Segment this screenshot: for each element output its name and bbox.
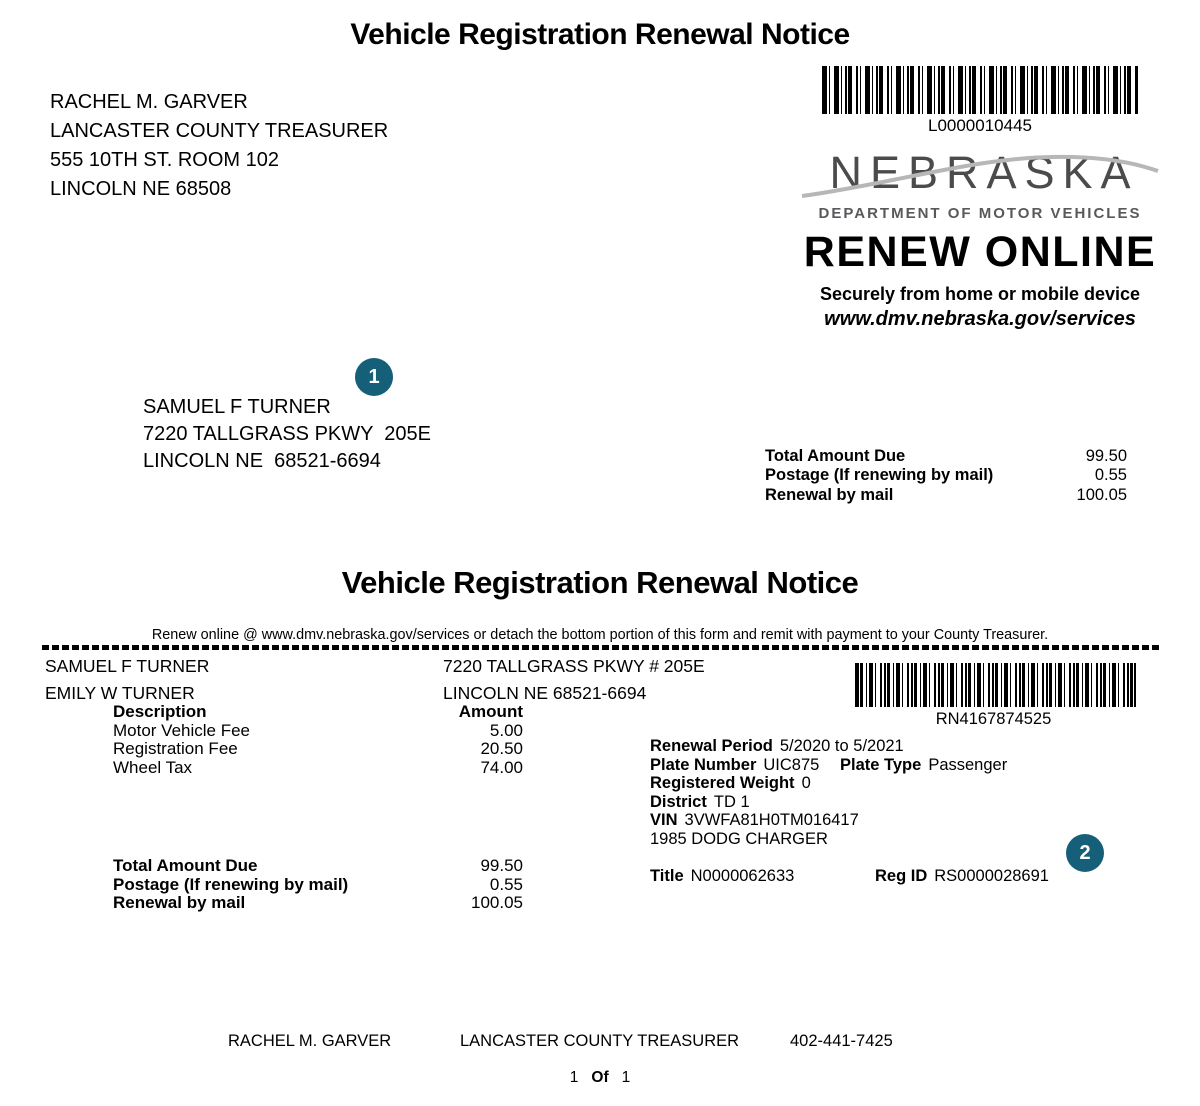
district-value: TD 1	[713, 792, 750, 811]
recipient-street: 7220 TALLGRASS PKWY 205E	[143, 423, 431, 445]
footer-treasurer-office: LANCASTER COUNTY TREASURER	[460, 1032, 740, 1050]
registrant-2: EMILY W TURNER	[45, 683, 195, 703]
treasurer-office: LANCASTER COUNTY TREASURER	[50, 120, 389, 142]
renewal-period-row	[650, 737, 1130, 756]
totals-bottom	[113, 857, 523, 913]
fee-value: 20.50	[480, 739, 523, 759]
total-label: Postage (If renewing by mail)	[113, 874, 349, 894]
total-label: Renewal by mail	[113, 893, 246, 913]
total-label: Total Amount Due	[113, 856, 258, 875]
stub-registrants	[45, 653, 209, 707]
registrant-1: SAMUEL F TURNER	[45, 656, 210, 676]
barcode-value: L0000010445	[927, 116, 1032, 135]
fee-row-registration	[113, 740, 523, 759]
nebraska-wordmark: NEBRASKA	[829, 147, 1139, 198]
summary-value: 0.55	[1094, 466, 1127, 485]
barcode-image	[822, 66, 1138, 114]
detach-instruction: Renew online @ www.dmv.nebraska.gov/services or detach the bottom portion of this form and remit with payment to your County Treasurer.	[151, 626, 1049, 643]
registered-weight-row	[650, 774, 1130, 793]
stub-city: LINCOLN NE 68521-6694	[443, 683, 647, 703]
dmv-panel	[800, 66, 1160, 331]
registered-weight-value: 0	[801, 774, 811, 793]
fee-row-motor-vehicle	[113, 722, 523, 741]
page-indicator	[0, 1069, 1200, 1087]
summary-label: Postage (If renewing by mail)	[765, 466, 994, 485]
dmv-department-line: DEPARTMENT OF MOTOR VEHICLES	[818, 205, 1142, 222]
total-row-renewal-by-mail	[113, 894, 523, 913]
district-row	[650, 793, 1130, 812]
total-value: 100.05	[471, 893, 523, 913]
recipient-address-block	[143, 394, 431, 475]
recipient-city: LINCOLN NE 68521-6694	[143, 450, 381, 472]
plate-row	[650, 756, 1130, 775]
plate-type-pair	[840, 756, 1007, 775]
description-header: Description	[113, 702, 207, 721]
nebraska-logo	[800, 144, 1160, 202]
total-value: 99.50	[480, 856, 523, 875]
vin-value: 3VWFA81H0TM016417	[684, 811, 859, 830]
plate-type-value: Passenger	[928, 755, 1008, 774]
treasurer-street: 555 10TH ST. ROOM 102	[50, 149, 279, 171]
vehicle-description-row	[650, 830, 1130, 849]
treasurer-city: LINCOLN NE 68508	[50, 178, 232, 200]
footer-phone: 402-441-7425	[790, 1032, 893, 1050]
summary-value: 99.50	[1085, 447, 1127, 465]
stub-address	[443, 653, 705, 707]
total-row-postage	[113, 876, 523, 895]
summary-label: Total Amount Due	[765, 447, 906, 465]
fee-label: Motor Vehicle Fee	[113, 720, 251, 740]
fee-table	[113, 703, 523, 777]
detach-dashed-line	[42, 645, 1162, 650]
barcode-value: RN4167874525	[935, 710, 1052, 728]
amount-header: Amount	[458, 702, 523, 721]
reg-id-label: Reg ID	[875, 866, 928, 885]
barcode-image	[855, 663, 1136, 707]
fee-label: Wheel Tax	[113, 757, 193, 777]
reg-id-pair	[875, 867, 1049, 886]
total-value: 0.55	[489, 874, 523, 894]
summary-value: 100.05	[1076, 485, 1127, 504]
summary-label: Renewal by mail	[765, 485, 894, 504]
callout-badge-1: 1	[355, 358, 393, 396]
title-regid-row	[650, 867, 1130, 886]
reg-id-value: RS0000028691	[934, 866, 1049, 885]
page-total: 1	[621, 1069, 631, 1086]
registered-weight-label: Registered Weight	[650, 774, 795, 793]
recipient-name: SAMUEL F TURNER	[143, 396, 331, 418]
fee-value: 74.00	[480, 757, 523, 777]
district-label: District	[650, 792, 707, 811]
fee-value: 5.00	[489, 720, 523, 740]
dmv-services-url: www.dmv.nebraska.gov/services	[824, 308, 1136, 330]
footer-treasurer-name: RACHEL M. GARVER	[228, 1032, 392, 1050]
page-title: Vehicle Registration Renewal Notice	[350, 18, 850, 51]
renewal-period-label: Renewal Period	[650, 737, 773, 755]
amount-summary-top	[765, 447, 1127, 505]
plate-number-value: UIC875	[763, 755, 820, 774]
total-row-due	[113, 857, 523, 876]
stub-street: 7220 TALLGRASS PKWY # 205E	[443, 656, 705, 676]
registration-details	[650, 737, 1130, 885]
summary-row-renewal-by-mail	[765, 486, 1127, 505]
page-of-label: Of	[591, 1069, 609, 1086]
vin-label: VIN	[650, 811, 678, 830]
treasurer-address-block	[50, 88, 388, 204]
renewal-period-value: 5/2020 to 5/2021	[779, 737, 904, 755]
stub-title: Vehicle Registration Renewal Notice	[341, 565, 859, 600]
fee-table-header	[113, 703, 523, 722]
stub-barcode-wrap	[855, 663, 1132, 729]
summary-row-total-due	[765, 447, 1127, 466]
renew-tagline: Securely from home or mobile device	[819, 284, 1141, 304]
fee-row-wheel-tax	[113, 759, 523, 778]
plate-type-label: Plate Type	[840, 755, 922, 774]
treasurer-name: RACHEL M. GARVER	[50, 91, 248, 113]
vin-row	[650, 811, 1130, 830]
title-value: N0000062633	[690, 866, 795, 885]
title-label: Title	[650, 866, 684, 885]
renew-online-headline: RENEW ONLINE	[803, 228, 1157, 276]
fee-label: Registration Fee	[113, 739, 238, 759]
plate-number-label: Plate Number	[650, 755, 757, 774]
vehicle-description: 1985 DODG CHARGER	[650, 829, 828, 848]
page-current: 1	[569, 1069, 579, 1086]
summary-row-postage	[765, 466, 1127, 485]
callout-badge-2: 2	[1066, 834, 1104, 872]
